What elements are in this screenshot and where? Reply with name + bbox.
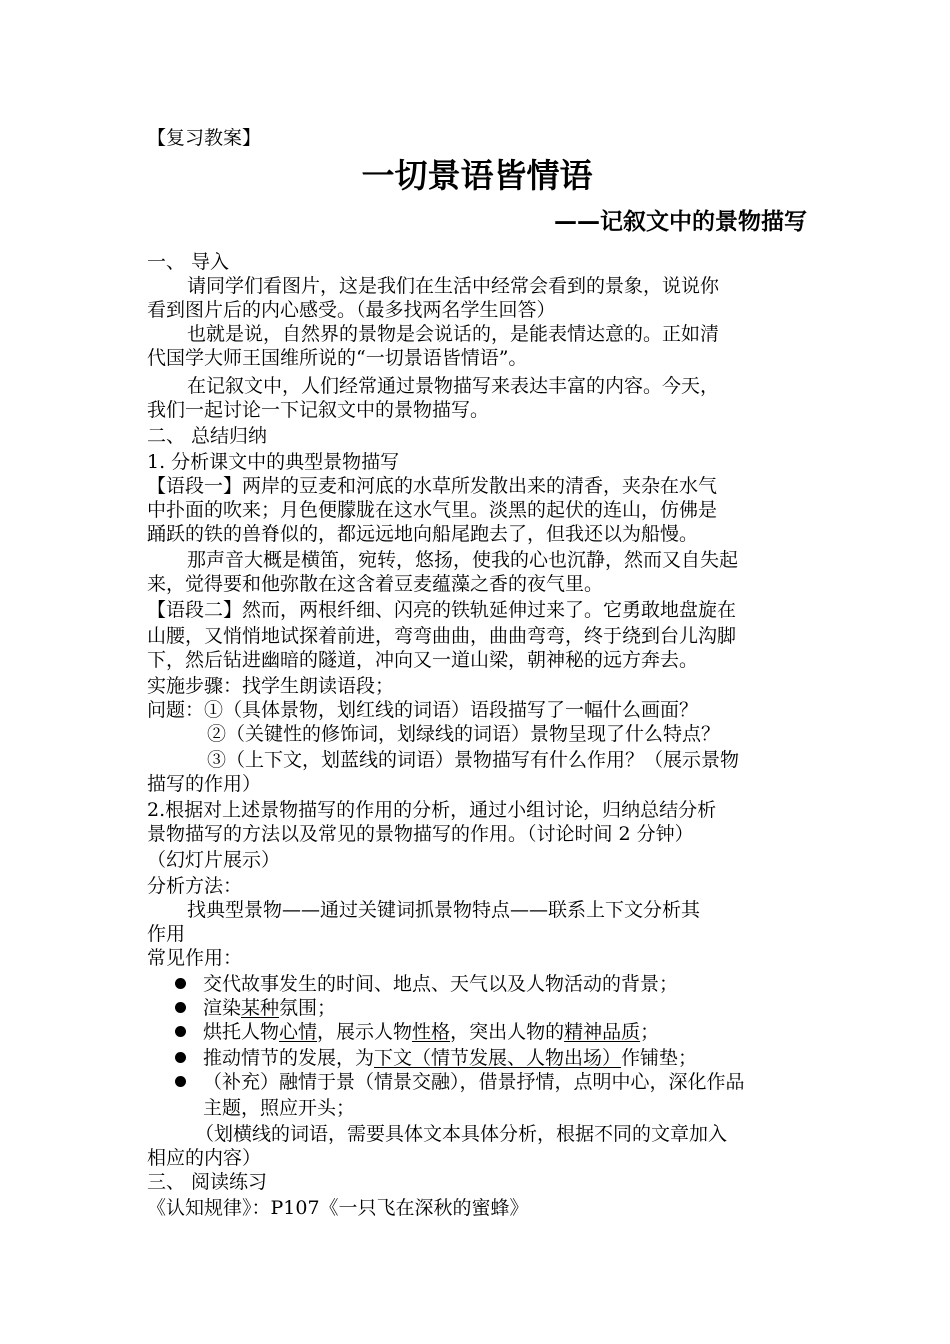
bullet-icon [175, 1076, 186, 1087]
bullet-item: 烘托人物心情，展示人物性格，突出人物的精神品质； [175, 1020, 659, 1045]
question-line: 描写的作用） [147, 773, 262, 795]
bullet-icon [175, 1026, 186, 1037]
note-line: 相应的内容） [147, 1147, 262, 1169]
method-line: 找典型景物——通过关键词抓景物特点——联系上下文分析其 [187, 899, 701, 921]
bullet-item: （补充）融情于景（情景交融），借景抒情，点明中心，深化作品 [175, 1070, 745, 1095]
passage-line: 来，觉得要和他弥散在这含着豆麦蕴藻之香的夜气里。 [147, 573, 604, 595]
passage-line: 中扑面的吹来；月色便朦胧在这水气里。淡黑的起伏的连山，仿佛是 [147, 499, 718, 521]
section3-heading: 三、 阅读练习 [147, 1171, 268, 1193]
passage-line: 下，然后钻进幽暗的隧道，冲向又一道山梁，朝神秘的远方奔去。 [147, 649, 699, 671]
question-line: ②（关键性的修饰词，划绿线的词语）景物呈现了什么特点？ [207, 723, 721, 745]
paragraph-line: 代国学大师王国维所说的“一切景语皆情语”。 [147, 347, 528, 369]
list-item: （幻灯片展示） [147, 849, 281, 871]
bullet-icon [175, 1002, 186, 1013]
steps-line: 实施步骤：找学生朗读语段； [147, 675, 395, 697]
paragraph-line: 我们一起讨论一下记叙文中的景物描写。 [147, 399, 490, 421]
doc-tag: 【复习教案】 [147, 127, 262, 149]
list-item: 2.根据对上述景物描写的作用的分析，通过小组讨论，归纳总结分析 [147, 799, 717, 821]
question-line: 问题：①（具体景物，划红线的词语）语段描写了一幅什么画面？ [147, 699, 699, 721]
paragraph-line: 请同学们看图片，这是我们在生活中经常会看到的景象，说说你 [187, 275, 720, 297]
passage-line: 山腰，又悄悄地试探着前进，弯弯曲曲，曲曲弯弯，终于绕到台儿沟脚 [147, 625, 737, 647]
reference-line: 《认知规律》：P107《一只飞在深秋的蜜蜂》 [147, 1197, 529, 1219]
bullet-item: 交代故事发生的时间、地点、天气以及人物活动的背景； [175, 972, 678, 997]
method-line: 作用 [147, 923, 186, 945]
question-line: ③（上下文，划蓝线的词语）景物描写有什么作用？（展示景物 [207, 749, 740, 771]
list-item: 1. 分析课文中的典型景物描写 [147, 451, 400, 473]
doc-title: 一切景语皆情语 [361, 156, 593, 195]
passage-line: 踊跃的铁的兽脊似的，都远远地向船尾跑去了，但我还以为船慢。 [147, 523, 699, 545]
passage-line: 【语段二】然而，两根纤细、闪亮的铁轨延伸过来了。它勇敢地盘旋在 [147, 599, 737, 621]
bullet-continuation: 主题，照应开头； [203, 1097, 356, 1119]
list-item: 景物描写的方法以及常见的景物描写的作用。（讨论时间 2 分钟） [147, 823, 694, 845]
paragraph-line: 也就是说，自然界的景物是会说话的，是能表情达意的。正如清 [187, 323, 720, 345]
common-label: 常见作用： [147, 947, 243, 969]
section1-heading: 一、 导入 [147, 251, 230, 273]
paragraph-line: 在记叙文中，人们经常通过景物描写来表达丰富的内容。今天， [187, 375, 720, 397]
passage-line: 那声音大概是横笛，宛转，悠扬，使我的心也沉静，然而又自失起 [187, 549, 739, 571]
passage-line: 【语段一】两岸的豆麦和河底的水草所发散出来的清香，夹杂在水气 [147, 475, 718, 497]
bullet-icon [175, 1052, 186, 1063]
doc-subtitle: ——记叙文中的景物描写 [554, 209, 807, 235]
paragraph-line: 看到图片后的内心感受。（最多找两名学生回答） [147, 299, 556, 321]
bullet-item: 推动情节的发展，为下文（情节发展、人物出场）作铺垫； [175, 1046, 697, 1071]
note-line: （划横线的词语，需要具体文本具体分析，根据不同的文章加入 [195, 1123, 728, 1145]
bullet-item: 渲染某种氛围； [175, 996, 336, 1021]
bullet-icon [175, 978, 186, 989]
method-label: 分析方法： [147, 875, 243, 897]
section2-heading: 二、 总结归纳 [147, 425, 268, 447]
